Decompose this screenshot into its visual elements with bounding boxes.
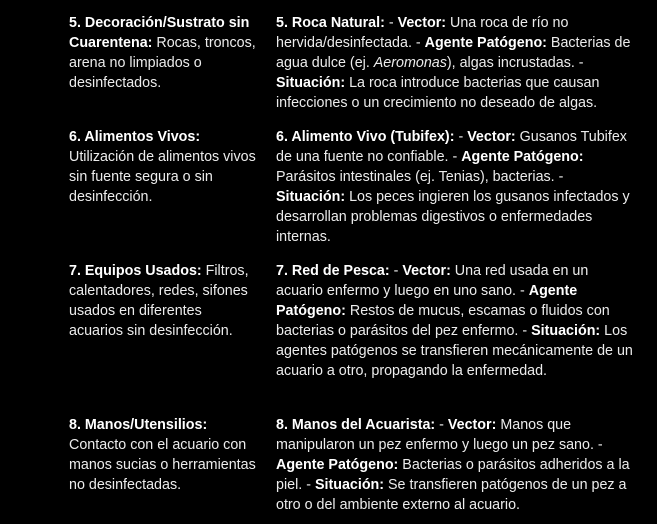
example-cell	[276, 415, 636, 515]
agente-label: Agente Patógeno:	[276, 457, 399, 473]
risk-factor-cell	[69, 127, 259, 207]
risk-factor-cell	[69, 415, 259, 495]
risk-factor-title: 7. Equipos Usados:	[69, 263, 202, 279]
risk-factor-text: Contacto con el acuario con manos sucias o herramientas no desinfectadas.	[69, 437, 256, 493]
example-title: 7. Red de Pesca:	[276, 263, 390, 279]
separator: -	[454, 129, 468, 145]
vector-text: Manos que manipularon un pez enfermo y luego un pez sano. -	[276, 417, 603, 453]
agente-text: Parásitos intestinales (ej. Tenias), bacterias. -	[276, 169, 564, 185]
vector-text: Una red usada en un acuario enfermo y luego en uno sano. -	[276, 263, 589, 299]
agente-text-b: ), algas incrustadas. -	[446, 55, 584, 71]
situacion-label: Situación:	[531, 323, 601, 339]
risk-factor-text: Rocas, troncos, arena no limpiados o desinfectados.	[69, 35, 256, 91]
risk-factor-text: Filtros, calentadores, redes, sifones usados en diferentes acuarios sin desinfección.	[69, 263, 249, 339]
agente-text: Bacterias de agua dulce (ej.	[276, 35, 631, 71]
example-cell	[276, 261, 636, 381]
risk-factor-cell	[69, 261, 259, 341]
agente-text: Restos de mucus, escamas o fluidos con bacterias o parásitos del pez enfermo. -	[276, 303, 610, 339]
risk-factor-cell	[69, 13, 259, 93]
example-title: 8. Manos del Acuarista:	[276, 417, 436, 433]
situacion-text: Los agentes patógenos se transfieren mecánicamente de un acuario a otro, propagando la enfermedad.	[276, 323, 633, 379]
risk-factor-title: 5. Decoración/Sustrato sin Cuarentena:	[69, 15, 250, 51]
situacion-text: Los peces ingieren los gusanos infectados y desarrollan problemas digestivos o enfermedades internas.	[276, 189, 630, 245]
vector-text: Gusanos Tubifex de una fuente no confiable. -	[276, 129, 627, 165]
agente-label: Agente Patógeno:	[276, 283, 578, 319]
vector-label: Vector:	[397, 15, 447, 31]
risk-factor-title: 6. Alimentos Vivos:	[69, 129, 201, 145]
separator: -	[389, 263, 403, 279]
example-title: 6. Alimento Vivo (Tubifex):	[276, 129, 455, 145]
agente-label: Agente Patógeno:	[461, 149, 584, 165]
vector-label: Vector:	[447, 417, 497, 433]
situacion-text: La roca introduce bacterias que causan infecciones o un crecimiento no deseado de algas.	[276, 75, 600, 111]
risk-factor-title: 8. Manos/Utensilios:	[69, 417, 208, 433]
situacion-label: Situación:	[276, 75, 346, 91]
vector-label: Vector:	[402, 263, 451, 279]
situacion-label: Situación:	[276, 189, 346, 205]
example-cell	[276, 127, 636, 247]
risk-factor-text: Utilización de alimentos vivos sin fuente segura o sin desinfección.	[69, 149, 256, 205]
agente-italic: Aeromonas	[373, 55, 447, 71]
separator: -	[435, 417, 448, 433]
situacion-text: Se transfieren patógenos de un pez a otro o del ambiente externo al acuario.	[276, 477, 627, 513]
vector-label: Vector:	[467, 129, 516, 145]
vector-text: Una roca de río no hervida/desinfectada. -	[276, 15, 569, 51]
example-cell	[276, 13, 636, 113]
agente-text: Bacterias o parásitos adheridos a la piel. -	[276, 457, 630, 493]
agente-label: Agente Patógeno:	[424, 35, 547, 51]
separator: -	[384, 15, 398, 31]
situacion-label: Situación:	[314, 477, 385, 493]
example-title: 5. Roca Natural:	[276, 15, 385, 31]
